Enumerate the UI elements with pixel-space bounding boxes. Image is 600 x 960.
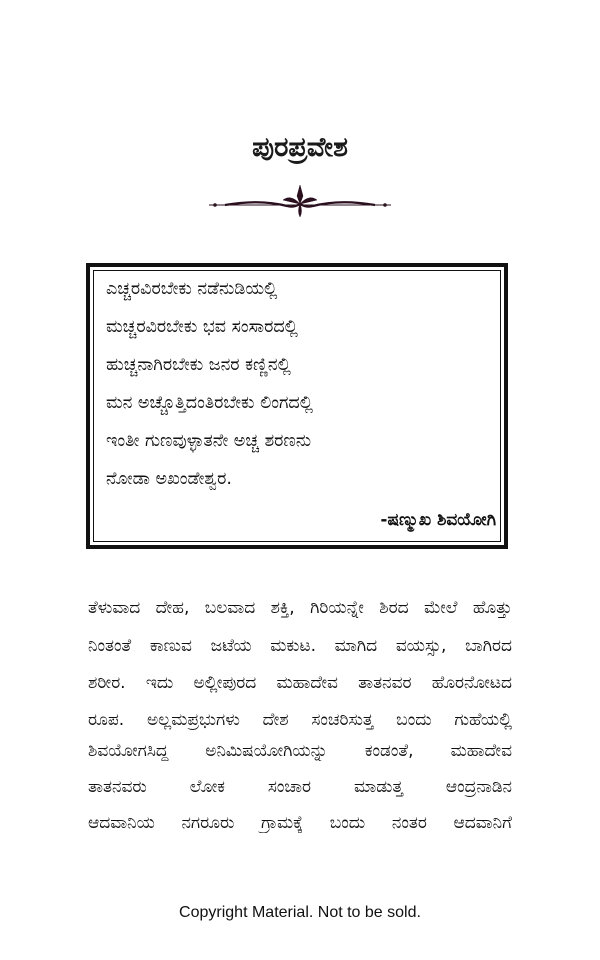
prose-line: ತಾತನವರು ಲೋಕ ಸಂಚಾರ ಮಾಡುತ್ತ ಆಂದ್ರನಾಡಿನ bbox=[88, 777, 512, 797]
poem-line: ಇಂತೀ ಗುಣವುಳ್ಳಾತನೇ ಅಚ್ಚ ಶರಣನು bbox=[106, 431, 312, 451]
flourish-divider-icon bbox=[205, 180, 395, 220]
prose-line: ಶರೀರ. ಇದು ಅಲ್ಲೀಪುರದ ಮಹಾದೇವ ತಾತನವರ ಹೊರನೋಟದ bbox=[88, 673, 512, 693]
prose-line: ಆದವಾನಿಯ ನಗರೂರು ಗ್ರಾಮಕ್ಕೆ ಬಂದು ನಂತರ ಆದವಾನಿಗೆ bbox=[88, 813, 512, 833]
prose-line: ತೆಳುವಾದ ದೇಹ, ಬಲವಾದ ಶಕ್ತಿ, ಗಿರಿಯನ್ನೇ ಶಿರದ ಮೇಲೆ ಹೊತ್ತು bbox=[88, 598, 512, 618]
poem-line: ಎಚ್ಚರವಿರಬೇಕು ನಡೆನುಡಿಯಲ್ಲಿ bbox=[106, 279, 278, 299]
poem-line: ಹುಚ್ಚನಾಗಿರಬೇಕು ಜನರ ಕಣ್ಣಿನಲ್ಲಿ bbox=[106, 355, 291, 375]
poem-line: ಮಚ್ಚರವಿರಬೇಕು ಭವ ಸಂಸಾರದಲ್ಲಿ bbox=[106, 317, 298, 337]
prose-line: ನಿಂತಂತೆ ಕಾಣುವ ಜಟೆಯ ಮಕುಟ. ಮಾಗಿದ ವಯಸ್ಸು, ಬಾಗಿರದ bbox=[88, 636, 512, 656]
copyright-notice: Copyright Material. Not to be sold. bbox=[179, 904, 421, 921]
poem-line: ನೋಡಾ ಅಖಂಡೇಶ್ವರ. bbox=[106, 469, 232, 489]
poem-frame-inner bbox=[93, 270, 501, 542]
poem-author: -ಷಣ್ಮುಖ ಶಿವಯೋಗಿ bbox=[380, 510, 496, 530]
poem-line: ಮನ ಅಚ್ಚೊತ್ತಿದಂತಿರಬೇಕು ಲಿಂಗದಲ್ಲಿ bbox=[106, 393, 313, 413]
prose-line: ರೂಪ. ಅಲ್ಲಮಪ್ರಭುಗಳು ದೇಶ ಸಂಚರಿಸುತ್ತ ಬಂದು ಗುಹೆಯಲ್ಲಿ bbox=[88, 710, 512, 730]
prose-line: ಶಿವಯೋಗಸಿದ್ಧ ಅನಿಮಿಷಯೋಗಿಯನ್ನು ಕಂಡಂತೆ, ಮಹಾದೇವ bbox=[88, 741, 512, 761]
page-title: ಪುರಪ್ರವೇಶ bbox=[252, 132, 348, 163]
poem-frame bbox=[86, 263, 508, 549]
